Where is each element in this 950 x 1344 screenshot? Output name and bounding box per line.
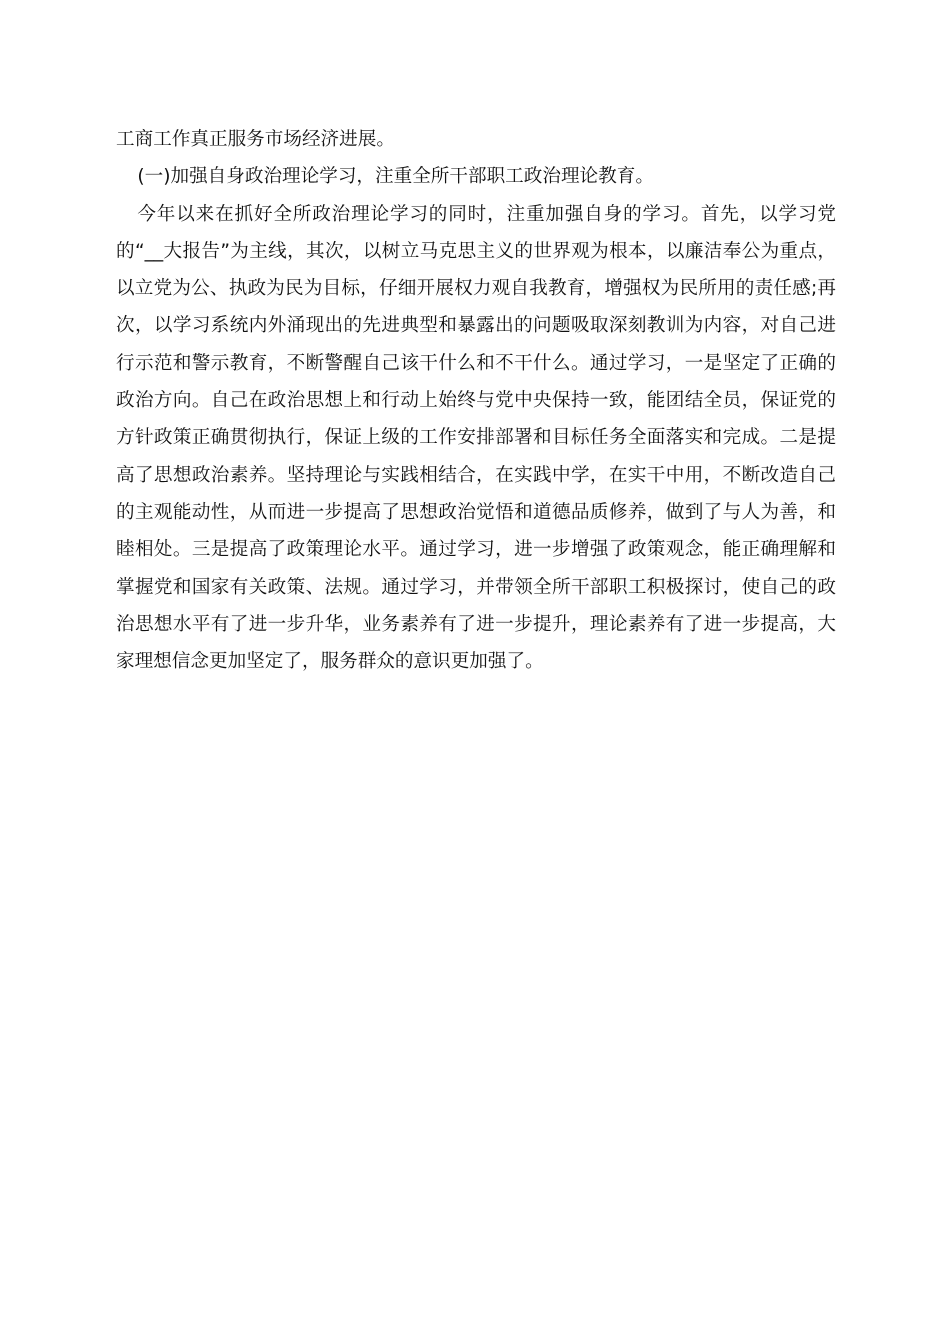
paragraph-body: 今年以来在抓好全所政治理论学习的同时，注重加强自身的学习。首先，以学习党的“__大报告”为主线，其次，以树立马克思主义的世界观为根本，以廉洁奉公为重点，以立党为公、执政为民为目标，仔细开展权力观自我教育，增强权为民所用的责任感;再次，以学习系统内外涌现出的先进典型和暴露出的问题吸取深刻教训为内容，对自己进行示范和警示教育，不断警醒自己该干什么和不干什么。通过学习，一是坚定了正确的政治方向。自己在政治思想上和行动上始终与党中央保持一致，能团结全员，保证党的方针政策正确贯彻执行，保证上级的工作安排部署和目标任务全面落实和完成。二是提高了思想政治素养。坚持理论与实践相结合，在实践中学，在实干中用，不断改造自己的主观能动性，从而进一步提高了思想政治觉悟和道德品质修养，做到了与人为善，和睦相处。三是提高了政策理论水平。通过学习，进一步增强了政策观念，能正确理解和掌握党和国家有关政策、法规。通过学习，并带领全所干部职工积极探讨，使自己的政治思想水平有了进一步升华，业务素养有了进一步提升，理论素养有了进一步提高，大家理想信念更加坚定了，服务群众的意识更加强了。 (116, 203, 836, 673)
paragraph-continuation: 工商工作真正服务市场经济进展。 (116, 129, 395, 150)
document-page (116, 121, 836, 680)
section-heading: (一)加强自身政治理论学习，注重全所干部职工政治理论教育。 (137, 166, 654, 188)
